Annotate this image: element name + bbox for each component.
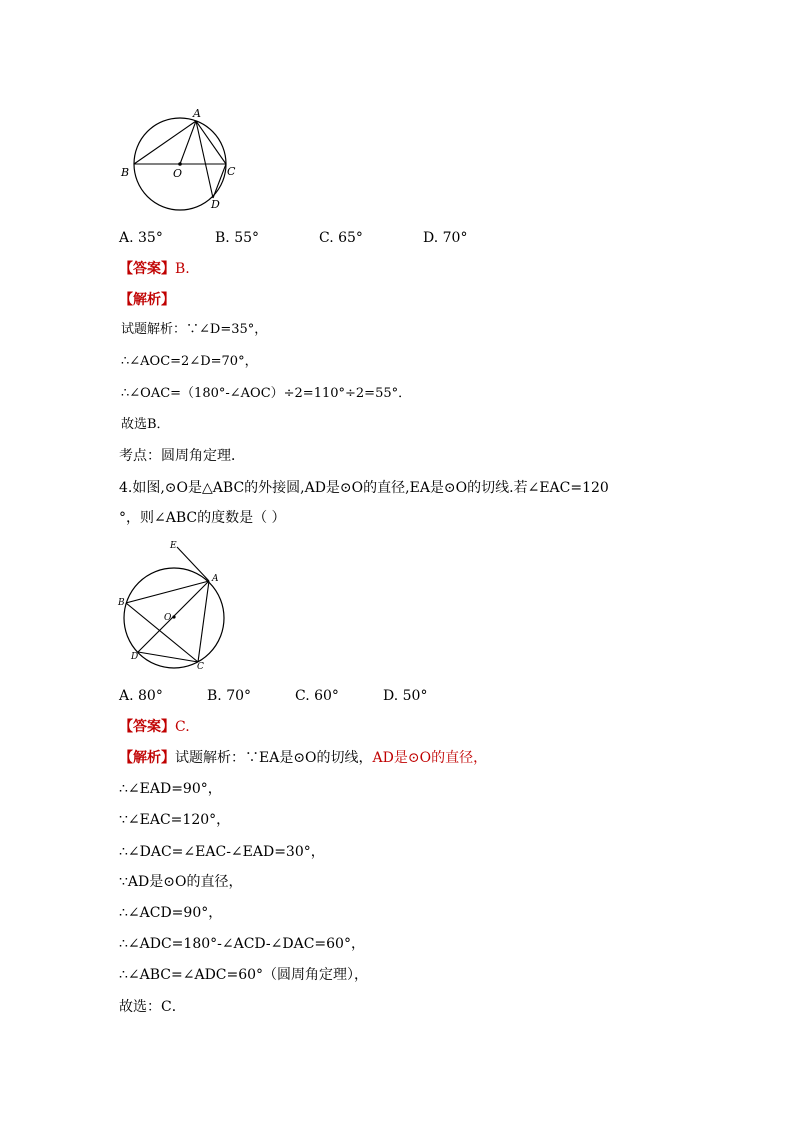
q4-answer-value: C. bbox=[175, 719, 190, 735]
q4-answer bbox=[119, 718, 190, 736]
q4-label-e: E bbox=[170, 541, 177, 551]
q4-tangent-ea bbox=[177, 547, 209, 581]
q3-label-d: D bbox=[211, 198, 220, 211]
q4-chord-ab bbox=[126, 581, 209, 603]
q3-options bbox=[119, 229, 467, 247]
q4-label-b: B bbox=[118, 598, 125, 608]
q4-center-dot bbox=[172, 615, 175, 618]
q4-step-5: ∴∠ACD=90°， bbox=[119, 905, 223, 921]
q3-label-a: A bbox=[193, 107, 201, 120]
q3-option-d: D. 70° bbox=[423, 230, 468, 246]
q4-step-2: ∵∠EAC=120°， bbox=[119, 812, 231, 828]
q4-analysis-tag: 【解析】 bbox=[119, 750, 175, 766]
q3-option-c: C. 65° bbox=[319, 230, 363, 246]
q4-option-a: A. 80° bbox=[119, 688, 163, 704]
q4-option-c: C. 60° bbox=[295, 688, 339, 704]
q4-step-3: ∴∠DAC=∠EAC-∠EAD=30°， bbox=[119, 844, 325, 860]
q4-label-c: C bbox=[197, 662, 204, 672]
q3-step-3: ∴∠OAC=（180°-∠AOC）÷2=110°÷2=55°． bbox=[121, 386, 412, 401]
q3-answer bbox=[119, 260, 190, 278]
q3-chord-ab bbox=[134, 121, 196, 164]
q4-step-7: ∴∠ABC=∠ADC=60°（圆周角定理）， bbox=[119, 967, 369, 983]
q4-option-d: D. 50° bbox=[383, 688, 428, 704]
q3-label-c: C bbox=[227, 165, 236, 178]
q3-kaodian: 考点：圆周角定理． bbox=[119, 448, 245, 464]
q3-answer-value: B. bbox=[175, 261, 190, 277]
q3-analysis-heading bbox=[119, 291, 175, 309]
q3-label-o: O bbox=[173, 167, 183, 180]
q4-step-4: ∵AD是⊙O的直径， bbox=[119, 874, 243, 890]
q4-circle-figure bbox=[115, 537, 235, 677]
q4-stem-line-1: 4.如图,⊙O是△ABC的外接圆,AD是⊙O的直径,EA是⊙O的切线.若∠EAC=120 bbox=[119, 480, 609, 496]
q4-answer-tag: 【答案】 bbox=[119, 719, 175, 735]
q4-option-b: B. 70° bbox=[207, 688, 252, 704]
q3-step-2: ∴∠AOC=2∠D=70°， bbox=[121, 354, 258, 369]
q3-segment-ao bbox=[180, 121, 196, 164]
q4-chord-ac bbox=[198, 581, 209, 662]
q3-circle-figure bbox=[115, 105, 245, 215]
q4-analysis-intro-red: AD是⊙O的直径， bbox=[372, 750, 488, 766]
q3-center-dot bbox=[178, 162, 182, 166]
q4-stem-line-2: °，则∠ABC的度数是（ ） bbox=[119, 510, 286, 526]
q4-step-8: 故选：C． bbox=[119, 999, 186, 1015]
q3-answer-tag: 【答案】 bbox=[119, 261, 175, 277]
q4-analysis bbox=[119, 749, 487, 767]
q4-step-6: ∴∠ADC=180°-∠ACD-∠DAC=60°， bbox=[119, 936, 365, 952]
q3-chord-cd bbox=[213, 164, 226, 198]
q4-analysis-intro: 试题解析：∵EA是⊙O的切线， bbox=[175, 750, 373, 766]
q3-option-b: B. 55° bbox=[215, 230, 260, 246]
q4-label-o: O bbox=[164, 613, 172, 623]
q3-label-b: B bbox=[121, 166, 130, 179]
q3-analysis-tag: 【解析】 bbox=[119, 292, 175, 308]
q3-step-1: 试题解析：∵∠D=35°， bbox=[121, 322, 268, 337]
q4-label-a: A bbox=[212, 574, 219, 584]
q4-step-1: ∴∠EAD=90°， bbox=[119, 781, 222, 797]
q3-option-a: A. 35° bbox=[119, 230, 163, 246]
q4-label-d: D bbox=[131, 652, 139, 662]
q3-step-4: 故选B． bbox=[121, 417, 170, 432]
q4-options bbox=[119, 687, 427, 705]
